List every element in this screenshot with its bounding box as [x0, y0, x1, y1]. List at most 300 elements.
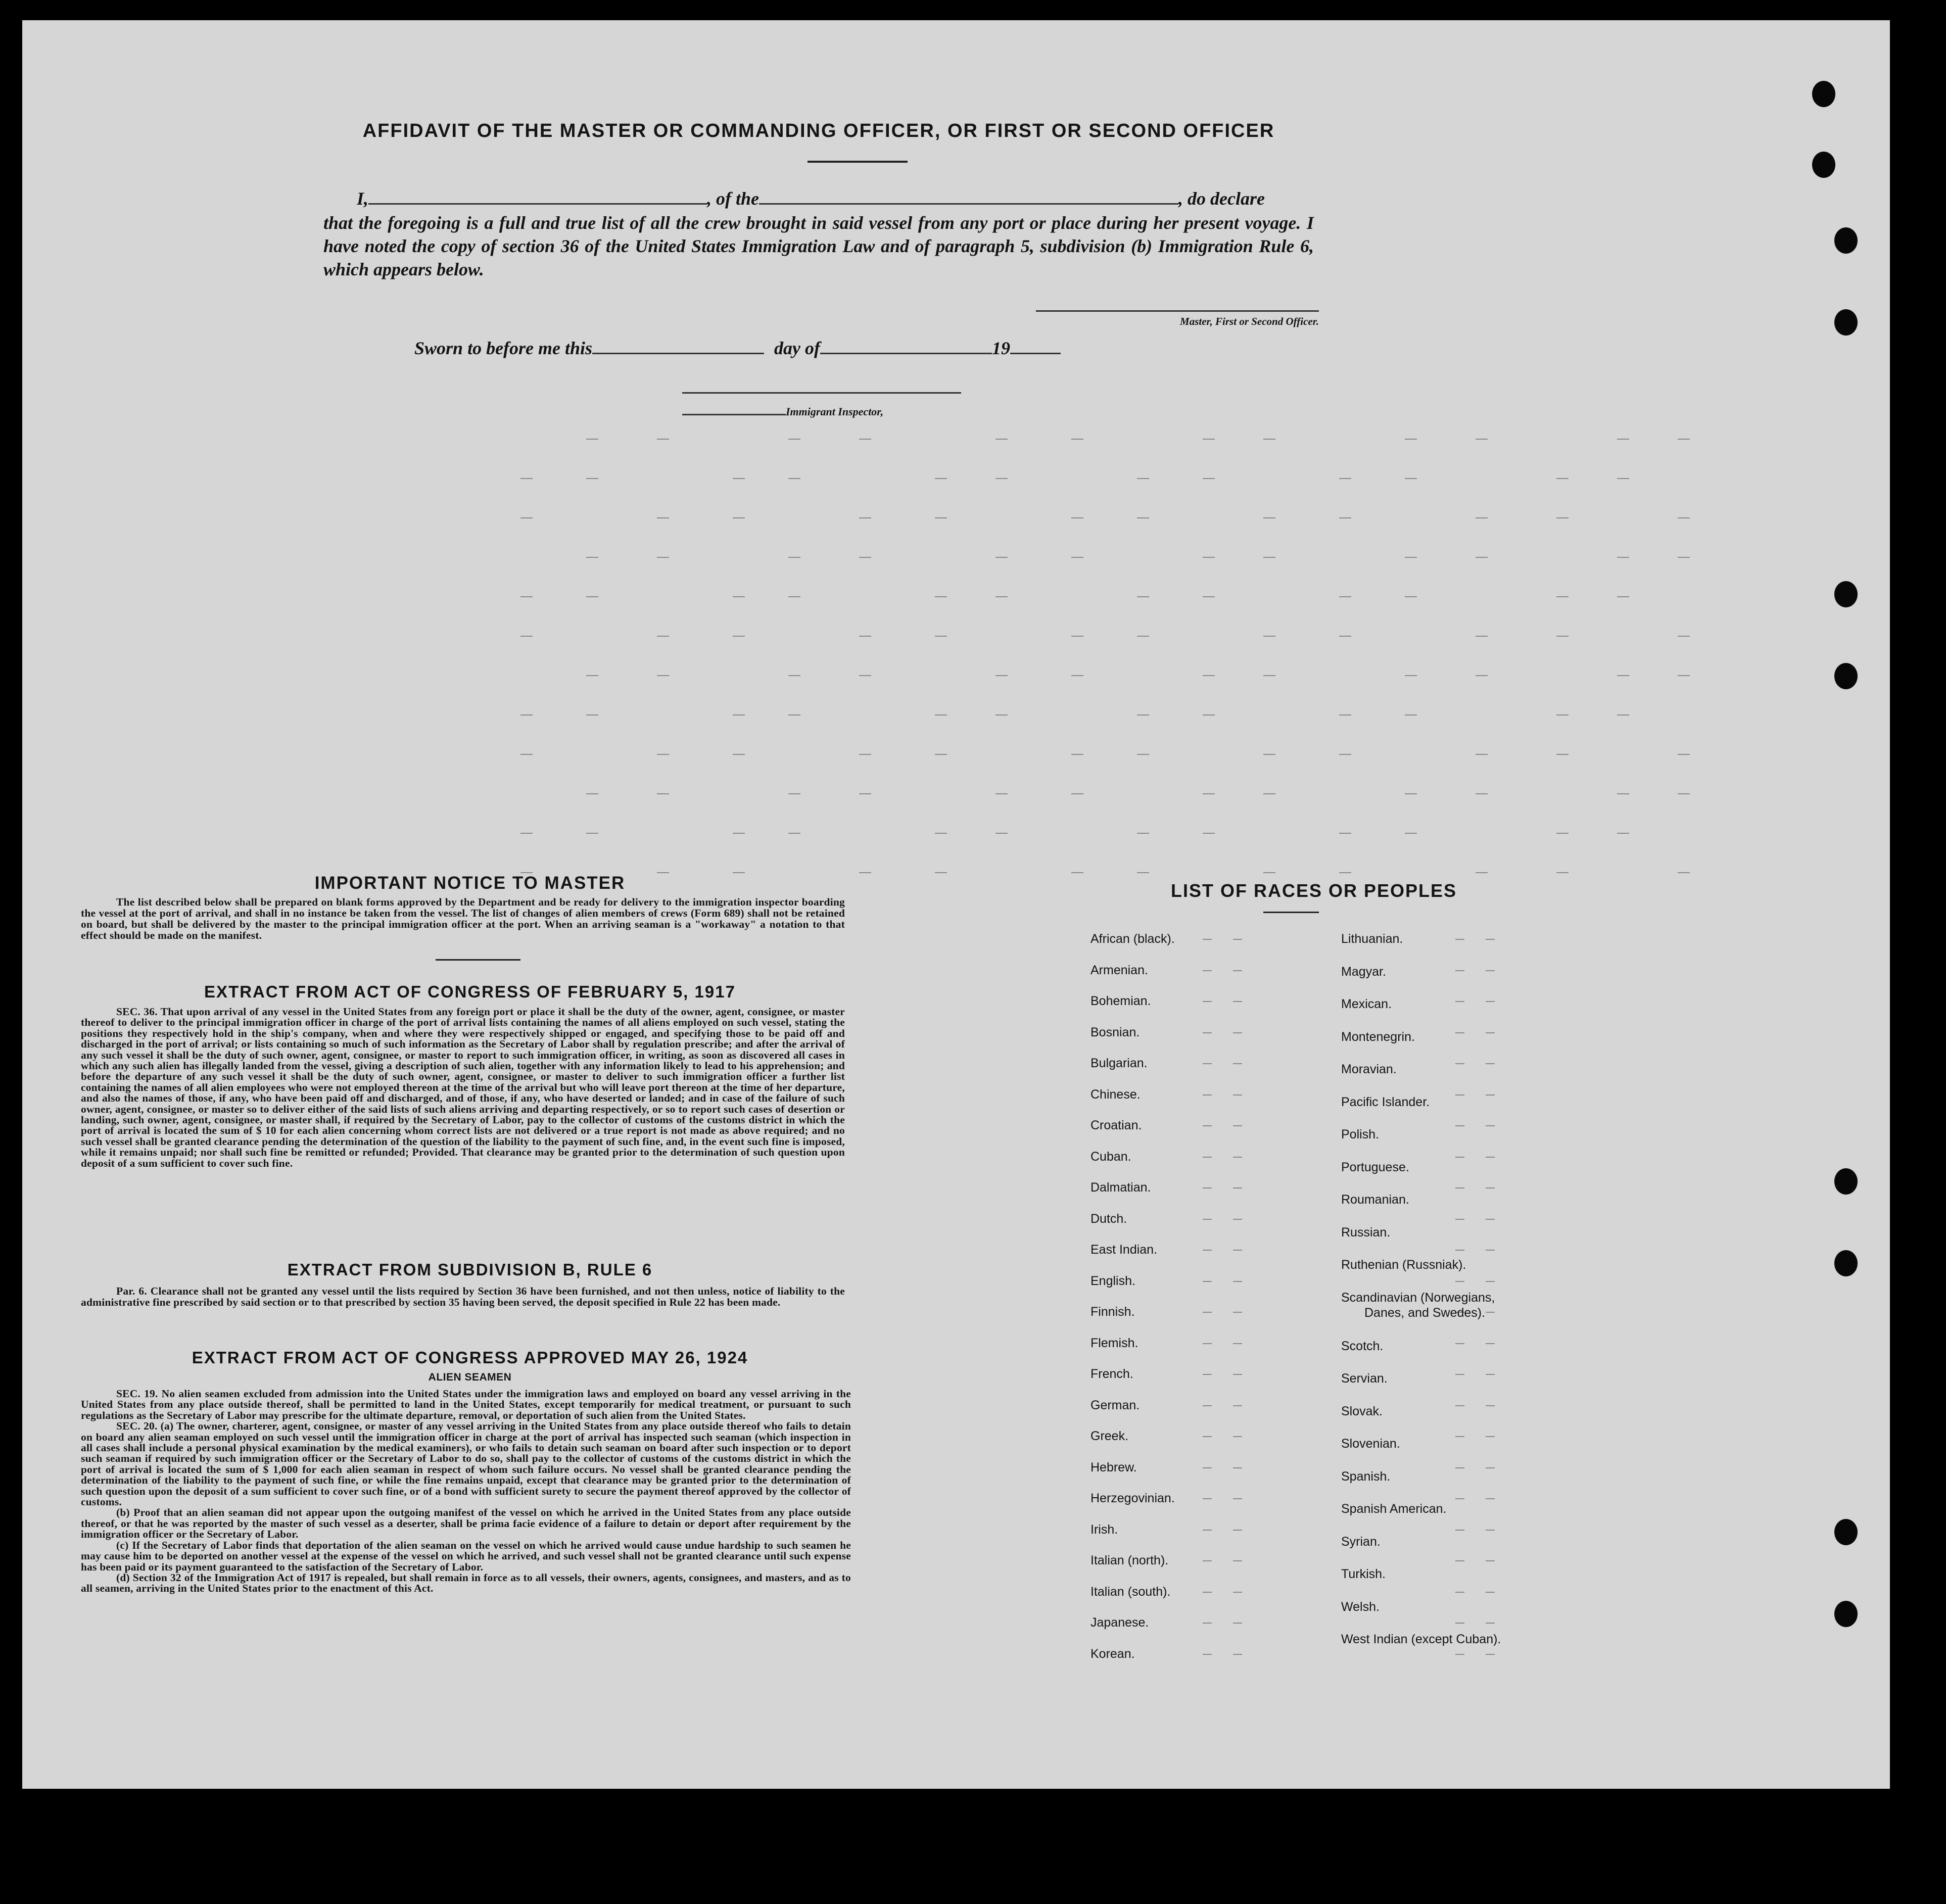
show-through-mark — [1486, 1032, 1495, 1033]
show-through-mark — [520, 636, 533, 637]
race-item: Italian (north). — [1090, 1553, 1169, 1567]
sec-20a-text: SEC. 20. (a) The owner, charterer, agent, consignee, or master of any vessel arriving in the United States from any place outside thereof who fails to detain on board any alien seaman employed on such vessel until the immigration officer in charge at the port of arrival has inspected such seaman (which inspection in all cases shall include a personal physical examination by the medical examiners), or who fails to detain such seaman on board after such inspection or to deport such seaman if required by such immigration officer or the Secretary of Labor to do so, shall pay to the collector of customs of the customs district in which the port of arrival is located the sum of $ 1,000 for each alien seaman in respect of whom such failure occurs. No vessel shall be granted clearance pending the determination of the liability to the payment of such fine, or while the fine remains unpaid, except that clearance may be granted prior to the determination of such question upon the deposit of a sum sufficient to cover such fine, or of a bond with sufficient surety to secure the payment thereof approved by the collector of customs. — [81, 1420, 851, 1508]
show-through-mark — [1556, 636, 1569, 637]
show-through-mark — [1233, 1467, 1242, 1468]
show-through-mark — [788, 675, 800, 676]
show-through-mark — [1405, 557, 1417, 558]
show-through-mark — [733, 478, 745, 479]
master-caption: Master, First or Second Officer. — [1180, 315, 1319, 327]
show-through-mark — [1203, 939, 1212, 940]
race-item: Roumanian. — [1341, 1193, 1409, 1207]
show-through-mark — [1617, 833, 1629, 834]
show-through-mark — [733, 596, 745, 597]
show-through-mark — [1405, 439, 1417, 440]
sworn-year-field[interactable] — [1010, 353, 1061, 354]
show-through-mark — [1203, 715, 1215, 716]
show-through-mark — [859, 557, 871, 558]
race-item: Greek. — [1090, 1429, 1129, 1443]
show-through-mark — [1486, 1001, 1495, 1002]
show-through-mark — [1486, 1623, 1495, 1624]
show-through-mark — [733, 517, 745, 518]
show-through-mark — [1233, 1530, 1242, 1531]
show-through-mark — [1233, 1157, 1242, 1158]
race-item: Pacific Islander. — [1341, 1094, 1430, 1109]
inspector-signature-line[interactable] — [682, 392, 961, 394]
show-through-mark — [1405, 793, 1417, 794]
show-through-mark — [1203, 1312, 1212, 1313]
show-through-mark — [788, 596, 800, 597]
show-through-mark — [1556, 754, 1569, 755]
race-item: East Indian. — [1090, 1243, 1158, 1257]
show-through-mark — [1556, 478, 1569, 479]
show-through-mark — [1233, 1405, 1242, 1406]
show-through-mark — [1455, 1001, 1464, 1002]
show-through-mark — [1455, 1436, 1464, 1437]
show-through-mark — [586, 715, 598, 716]
race-item: Russian. — [1341, 1225, 1391, 1240]
show-through-mark — [1455, 1281, 1464, 1282]
show-through-mark — [1233, 1250, 1242, 1251]
show-through-mark — [1476, 872, 1488, 873]
show-through-mark — [1233, 1094, 1242, 1096]
show-through-mark — [788, 833, 800, 834]
show-through-mark — [1678, 439, 1690, 440]
punch-hole — [1834, 309, 1858, 336]
show-through-mark — [1486, 1467, 1495, 1468]
extract-1924-title: EXTRACT FROM ACT OF CONGRESS APPROVED MAY 26, 1924 — [192, 1348, 748, 1367]
show-through-mark — [1455, 1592, 1464, 1593]
show-through-mark — [1455, 1623, 1464, 1624]
show-through-mark — [1233, 1436, 1242, 1437]
race-item: Scandinavian (Norwegians, — [1341, 1290, 1495, 1305]
race-item: Scotch. — [1341, 1339, 1384, 1353]
punch-hole — [1812, 81, 1835, 107]
extract-1917-title: EXTRACT FROM ACT OF CONGRESS OF FEBRUARY 5, 1917 — [204, 982, 736, 1001]
race-item: Hebrew. — [1090, 1460, 1137, 1474]
show-through-mark — [859, 793, 871, 794]
show-through-mark — [1203, 1498, 1212, 1499]
show-through-mark — [1486, 1187, 1495, 1188]
show-through-mark — [1405, 715, 1417, 716]
show-through-mark — [657, 557, 669, 558]
race-item: Spanish American. — [1341, 1502, 1447, 1516]
extract-1924-body — [81, 1389, 851, 1594]
show-through-mark — [1405, 596, 1417, 597]
race-item: Slovak. — [1341, 1404, 1383, 1418]
show-through-mark — [1455, 1157, 1464, 1158]
show-through-mark — [1476, 636, 1488, 637]
show-through-mark — [1233, 1219, 1242, 1220]
show-through-mark — [733, 636, 745, 637]
race-item: Bosnian. — [1090, 1025, 1140, 1039]
race-item: Mexican. — [1341, 997, 1392, 1011]
show-through-mark — [1617, 557, 1629, 558]
declaration-line — [323, 188, 1314, 209]
sec-20b-text: (b) Proof that an alien seaman did not appear upon the outgoing manifest of the vessel on which he arrived in the United States from any place outside thereof, or that he was reported by the master of such vessel as a deserter, shall be prima facie evidence of a failure to detain or deport after requirement by the immigration officer or the Secretary of Labor. — [81, 1506, 851, 1541]
alien-seamen-subtitle: ALIEN SEAMEN — [428, 1371, 512, 1383]
show-through-mark — [1455, 1219, 1464, 1220]
race-item: Ruthenian (Russniak). — [1341, 1258, 1466, 1272]
show-through-mark — [1405, 675, 1417, 676]
show-through-mark — [1203, 1343, 1212, 1344]
sworn-line — [414, 338, 1122, 359]
rule6-text: Par. 6. Clearance shall not be granted any vessel until the lists required by Section 36 have been furnished, and not then unless, notice of liability to the administrative fine prescribed by said section or to that prescribed by section 35 having been served, the deposit specified in Rule 22 has been made. — [81, 1285, 845, 1308]
show-through-mark — [1405, 833, 1417, 834]
vessel-name-field[interactable] — [759, 203, 1178, 205]
show-through-mark — [1476, 557, 1488, 558]
show-through-mark — [1678, 754, 1690, 755]
show-through-mark — [1203, 478, 1215, 479]
show-through-mark — [1455, 1032, 1464, 1033]
punch-hole — [1834, 227, 1858, 254]
show-through-mark — [1617, 596, 1629, 597]
show-through-mark — [935, 636, 947, 637]
show-through-mark — [1455, 970, 1464, 971]
notice-text: The list described below shall be prepared on blank forms approved by the Department and be ready for delivery to the immigration inspector boarding the vessel at the port of arrival, and shall in no instance be taken from the vessel. The list of changes of alien members of crews (Form 689) shall not be retained on board, but shall be delivered by the master to the principal immigration officer at the port. When an arriving seaman is a "workaway" a notation to that effect should be made on the manifest. — [81, 896, 845, 941]
show-through-mark — [1263, 872, 1275, 873]
race-item: Irish. — [1090, 1522, 1118, 1537]
show-through-mark — [586, 557, 598, 558]
punch-hole — [1834, 1250, 1858, 1276]
show-through-mark — [520, 478, 533, 479]
show-through-mark — [1203, 1219, 1212, 1220]
show-through-mark — [520, 715, 533, 716]
show-through-mark — [935, 754, 947, 755]
show-through-mark — [1486, 1157, 1495, 1158]
show-through-mark — [859, 754, 871, 755]
show-through-mark — [1233, 970, 1242, 971]
show-through-mark — [1203, 1592, 1212, 1593]
race-item: Servian. — [1341, 1371, 1388, 1386]
race-item: English. — [1090, 1273, 1135, 1288]
show-through-mark — [1233, 1187, 1242, 1188]
section-rule — [436, 959, 520, 961]
show-through-mark — [1233, 939, 1242, 940]
show-through-mark — [1556, 872, 1569, 873]
show-through-mark — [1476, 754, 1488, 755]
show-through-mark — [1476, 675, 1488, 676]
show-through-mark — [1203, 1530, 1212, 1531]
race-item: Flemish. — [1090, 1336, 1138, 1350]
race-item: Polish. — [1341, 1127, 1380, 1141]
show-through-mark — [1203, 1374, 1212, 1375]
show-through-mark — [1617, 439, 1629, 440]
show-through-mark — [657, 517, 669, 518]
show-through-mark — [1486, 970, 1495, 971]
show-through-mark — [1137, 478, 1149, 479]
show-through-mark — [1455, 1063, 1464, 1064]
race-item: Chinese. — [1090, 1087, 1141, 1102]
show-through-mark — [995, 596, 1008, 597]
punch-hole — [1834, 663, 1858, 689]
punch-hole — [1834, 1601, 1858, 1627]
show-through-mark — [586, 478, 598, 479]
race-item: Japanese. — [1090, 1615, 1149, 1630]
race-item: Moravian. — [1341, 1062, 1397, 1076]
show-through-mark — [1486, 1530, 1495, 1531]
show-through-mark — [586, 833, 598, 834]
race-item: Korean. — [1090, 1646, 1135, 1661]
show-through-mark — [1203, 1063, 1212, 1064]
affidavit-title: AFFIDAVIT OF THE MASTER OR COMMANDING OFFICER, OR FIRST OR SECOND OFFICER — [362, 120, 1275, 141]
show-through-mark — [1203, 596, 1215, 597]
show-through-mark — [1263, 557, 1275, 558]
show-through-mark — [733, 833, 745, 834]
race-item: Dalmatian. — [1090, 1180, 1151, 1195]
show-through-mark — [1455, 1654, 1464, 1655]
show-through-mark — [1137, 872, 1149, 873]
race-item: African (black). — [1090, 932, 1175, 946]
show-through-mark — [1233, 1623, 1242, 1624]
show-through-mark — [1233, 1374, 1242, 1375]
show-through-mark — [1455, 1560, 1464, 1561]
day-of-label: day of — [774, 338, 821, 358]
inspector-caption: Immigrant Inspector, — [786, 405, 884, 418]
show-through-mark — [1203, 1187, 1212, 1188]
show-through-mark — [1617, 478, 1629, 479]
show-through-mark — [1486, 1219, 1495, 1220]
show-through-mark — [995, 675, 1008, 676]
show-through-mark — [1071, 439, 1083, 440]
show-through-mark — [1263, 754, 1275, 755]
show-through-mark — [1339, 872, 1351, 873]
show-through-mark — [1617, 793, 1629, 794]
show-through-mark — [1556, 715, 1569, 716]
show-through-mark — [995, 478, 1008, 479]
show-through-mark — [586, 793, 598, 794]
inspector-name-field[interactable] — [682, 414, 786, 415]
show-through-mark — [520, 833, 533, 834]
race-item: Slovenian. — [1341, 1437, 1400, 1451]
i-label: I, — [357, 188, 369, 209]
show-through-mark — [1486, 1436, 1495, 1437]
show-through-mark — [1137, 596, 1149, 597]
show-through-mark — [1203, 1157, 1212, 1158]
show-through-mark — [1071, 517, 1083, 518]
race-item: Danes, and Swedes). — [1364, 1305, 1486, 1320]
show-through-mark — [995, 715, 1008, 716]
show-through-mark — [1203, 1623, 1212, 1624]
show-through-mark — [1617, 675, 1629, 676]
master-signature-line[interactable] — [1036, 310, 1319, 312]
do-declare-label: , do declare — [1178, 188, 1265, 209]
show-through-mark — [1678, 675, 1690, 676]
show-through-mark — [1486, 1250, 1495, 1251]
show-through-mark — [1455, 1094, 1464, 1096]
show-through-mark — [1486, 1281, 1495, 1282]
race-item: Spanish. — [1341, 1469, 1391, 1484]
show-through-mark — [995, 439, 1008, 440]
show-through-mark — [859, 675, 871, 676]
show-through-mark — [1203, 1001, 1212, 1002]
show-through-mark — [935, 833, 947, 834]
show-through-mark — [1339, 517, 1351, 518]
show-through-mark — [1455, 1467, 1464, 1468]
show-through-mark — [586, 675, 598, 676]
show-through-mark — [1203, 1436, 1212, 1437]
show-through-mark — [1233, 1001, 1242, 1002]
show-through-mark — [1678, 557, 1690, 558]
race-item: Dutch. — [1090, 1211, 1127, 1226]
show-through-mark — [1339, 754, 1351, 755]
race-item: Cuban. — [1090, 1149, 1131, 1164]
race-item: Bohemian. — [1090, 994, 1151, 1008]
show-through-mark — [1203, 1560, 1212, 1561]
show-through-mark — [1678, 636, 1690, 637]
show-through-mark — [1137, 517, 1149, 518]
show-through-mark — [1137, 715, 1149, 716]
race-item: Portuguese. — [1341, 1160, 1409, 1174]
show-through-mark — [1071, 675, 1083, 676]
show-through-mark — [1486, 1343, 1495, 1344]
show-through-mark — [586, 439, 598, 440]
show-through-mark — [1339, 478, 1351, 479]
punch-hole — [1834, 1519, 1858, 1545]
show-through-mark — [1556, 517, 1569, 518]
race-item: Armenian. — [1090, 963, 1148, 977]
show-through-mark — [995, 793, 1008, 794]
show-through-mark — [1486, 1374, 1495, 1375]
show-through-mark — [1486, 1498, 1495, 1499]
show-through-mark — [935, 715, 947, 716]
show-through-mark — [520, 596, 533, 597]
show-through-mark — [1339, 833, 1351, 834]
show-through-mark — [1455, 1187, 1464, 1188]
race-item: Syrian. — [1341, 1534, 1381, 1549]
show-through-mark — [1203, 1405, 1212, 1406]
show-through-mark — [1203, 1654, 1212, 1655]
show-through-mark — [657, 793, 669, 794]
show-through-mark — [1405, 478, 1417, 479]
show-through-mark — [1617, 715, 1629, 716]
show-through-mark — [1263, 636, 1275, 637]
sec-19-text: SEC. 19. No alien seamen excluded from admission into the United States under the immigration laws and employed on board any vessel arriving in the United States from any place outside thereof, shall be permitted to land in the United States, except temporarily for medical treatment, or pursuant to such regulations as the Secretary of Labor may prescribe for the ultimate departure, removal, or deportation of such alien from the United States. — [81, 1388, 851, 1421]
show-through-mark — [1263, 793, 1275, 794]
show-through-mark — [1263, 675, 1275, 676]
show-through-mark — [935, 517, 947, 518]
show-through-mark — [1203, 793, 1215, 794]
race-item: Montenegrin. — [1341, 1029, 1415, 1044]
sworn-month-field[interactable] — [820, 353, 992, 354]
show-through-mark — [1203, 970, 1212, 971]
sworn-label: Sworn to before me this — [414, 338, 593, 358]
race-item: French. — [1090, 1367, 1133, 1381]
show-through-mark — [1203, 1467, 1212, 1468]
race-item: Turkish. — [1341, 1567, 1386, 1581]
race-item: Bulgarian. — [1090, 1056, 1148, 1070]
show-through-mark — [1556, 833, 1569, 834]
show-through-mark — [1455, 1250, 1464, 1251]
show-through-mark — [657, 675, 669, 676]
show-through-mark — [1203, 1281, 1212, 1282]
show-through-mark — [935, 478, 947, 479]
show-through-mark — [1203, 1125, 1212, 1126]
sec-20d-text: (d) Section 32 of the Immigration Act of 1917 is repealed, but shall remain in force as to all vessels, their owners, agents, consignees, and masters, and as to all seamen, arriving in the United States prior to the enactment of this Act. — [81, 1571, 851, 1595]
show-through-mark — [657, 439, 669, 440]
show-through-mark — [788, 439, 800, 440]
show-through-mark — [859, 636, 871, 637]
show-through-mark — [586, 596, 598, 597]
race-item: Finnish. — [1090, 1305, 1135, 1319]
show-through-mark — [1678, 793, 1690, 794]
show-through-mark — [1476, 517, 1488, 518]
show-through-mark — [1678, 517, 1690, 518]
show-through-mark — [733, 715, 745, 716]
show-through-mark — [788, 478, 800, 479]
show-through-mark — [859, 517, 871, 518]
show-through-mark — [1137, 636, 1149, 637]
show-through-mark — [1137, 833, 1149, 834]
show-through-mark — [1455, 1498, 1464, 1499]
show-through-mark — [1455, 1405, 1464, 1406]
race-item: German. — [1090, 1398, 1140, 1412]
show-through-mark — [1071, 557, 1083, 558]
show-through-mark — [520, 754, 533, 755]
show-through-mark — [1263, 439, 1275, 440]
show-through-mark — [935, 596, 947, 597]
show-through-mark — [1486, 1312, 1495, 1313]
show-through-mark — [859, 439, 871, 440]
show-through-mark — [1339, 715, 1351, 716]
race-item: Croatian. — [1090, 1118, 1142, 1132]
show-through-mark — [1203, 1032, 1212, 1033]
show-through-mark — [1233, 1032, 1242, 1033]
year-label: 19 — [992, 338, 1011, 358]
show-through-mark — [1233, 1312, 1242, 1313]
show-through-mark — [1203, 675, 1215, 676]
show-through-mark — [1071, 636, 1083, 637]
race-item: West Indian (except Cuban). — [1341, 1632, 1501, 1646]
show-through-mark — [1233, 1498, 1242, 1499]
show-through-mark — [1233, 1063, 1242, 1064]
show-through-mark — [1486, 939, 1495, 940]
show-through-mark — [1071, 754, 1083, 755]
notice-title: IMPORTANT NOTICE TO MASTER — [314, 873, 626, 893]
show-through-mark — [657, 754, 669, 755]
show-through-mark — [1486, 1405, 1495, 1406]
show-through-mark — [1233, 1560, 1242, 1561]
declaration-body: that the foregoing is a full and true list of all the crew brought in said vessel from any port or place during her present voyage. I have noted the copy of section 36 of the United States Immigration Law and of paragraph 5, subdivision (b) Immigration Rule 6, which appears below. — [323, 213, 1314, 279]
show-through-mark — [1486, 1560, 1495, 1561]
show-through-mark — [1071, 872, 1083, 873]
show-through-mark — [1455, 939, 1464, 940]
show-through-mark — [657, 636, 669, 637]
show-through-mark — [995, 833, 1008, 834]
show-through-mark — [1476, 793, 1488, 794]
show-through-mark — [788, 715, 800, 716]
show-through-mark — [1203, 439, 1215, 440]
officer-name-field[interactable] — [368, 203, 707, 205]
show-through-mark — [1486, 1592, 1495, 1593]
race-item: Lithuanian. — [1341, 932, 1403, 946]
show-through-mark — [1233, 1125, 1242, 1126]
show-through-mark — [788, 793, 800, 794]
rule6-title: EXTRACT FROM SUBDIVISION B, RULE 6 — [287, 1260, 653, 1279]
show-through-mark — [1486, 1125, 1495, 1126]
show-through-mark — [1203, 1250, 1212, 1251]
show-through-mark — [1233, 1281, 1242, 1282]
sworn-day-field[interactable] — [592, 353, 764, 354]
show-through-mark — [1137, 754, 1149, 755]
show-through-mark — [1339, 636, 1351, 637]
show-through-mark — [1339, 596, 1351, 597]
show-through-mark — [1263, 517, 1275, 518]
show-through-mark — [1233, 1592, 1242, 1593]
show-through-mark — [1203, 833, 1215, 834]
show-through-mark — [859, 872, 871, 873]
extract-1917-text: SEC. 36. That upon arrival of any vessel in the United States from any foreign port or place it shall be the duty of the owner, agent, consignee, or master thereof to deliver to the principal immigration officer in charge of the port of arrival lists containing the names of all aliens employed on such vessel, stating the positions they respectively hold in the ship's company, when and where they were respectively shipped or engaged, and specifying those to be paid off and discharged in the port of arrival; or lists containing so much of such information as the Secretary of Labor shall by regulation prescribe; and after the arrival of any such vessel it shall be the duty of such owner, agent, consignee, or master to report to such immigration officer, in writing, as soon as discovered all cases in which any such alien has illegally landed from the vessel, giving a description of such alien, together with any information likely to lead to his apprehension; and before the departure of any such vessel it shall be the duty of such owner, agent, consignee, or master to deliver to such immigration officer a further list containing the names of all alien employees who were not employed thereon at the time of the arrival but who will leave port thereon at the time of her departure, and also the names of those, if any, who have been paid off and discharged, and of those, if any, who have deserted or landed; and in case of the failure of such owner, agent, consignee, or master so to deliver either of the said lists of such aliens arriving and departing respectively, or so to report such cases of desertion or landing, such owner, agent, consignee, or master shall, if required by the Secretary of Labor, pay to the collector of customs of the customs district in which the port of arrival is located the sum of $ 10 for each alien concerning whom correct lists are not delivered or a true report is not made as above required; and no such vessel shall be granted clearance pending the determination of the question of the liability to the payment of such fine, and, in the event such fine is imposed, while it remains unpaid; nor shall such fine be remitted or refunded; Provided. That clearance may be granted prior to the determination of such question upon deposit of a sum sufficient to cover such fine. — [81, 1006, 845, 1169]
show-through-mark — [1486, 1063, 1495, 1064]
